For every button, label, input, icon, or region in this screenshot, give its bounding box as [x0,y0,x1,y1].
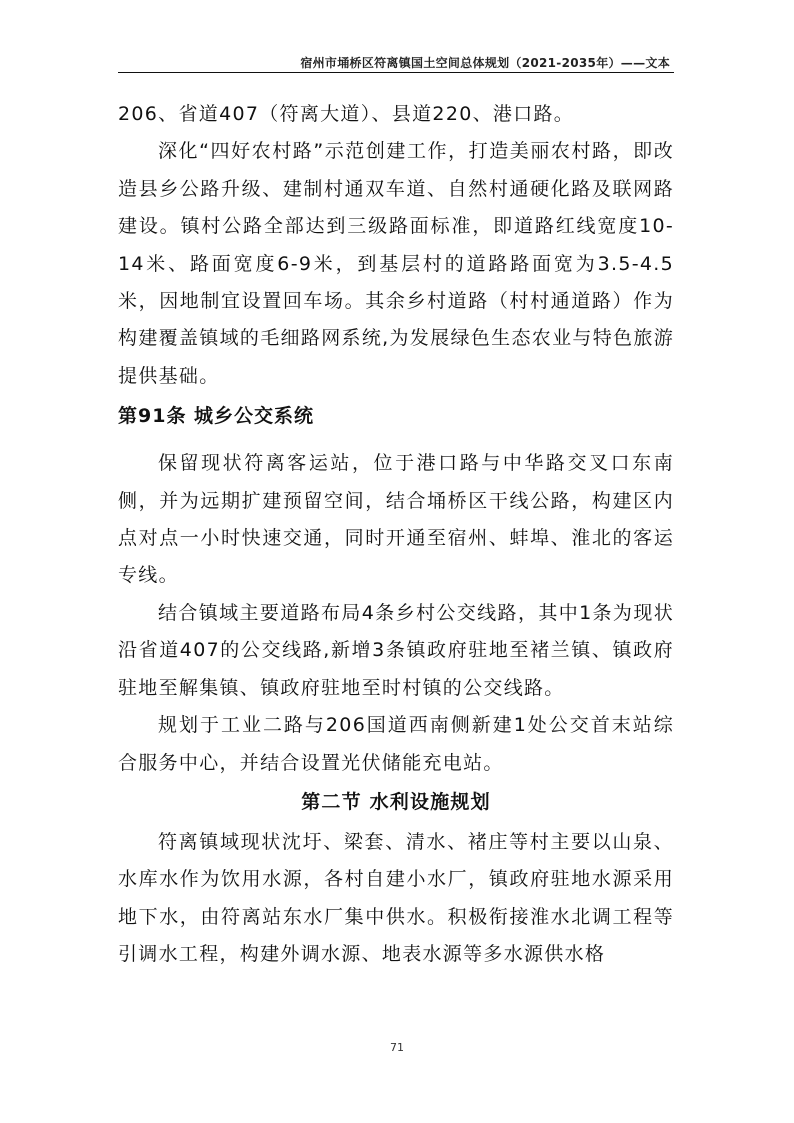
section-title: 第二节 水利设施规划 [301,790,491,813]
paragraph-bus-routes: 结合镇域主要道路布局4条乡村公交线路，其中1条为现状沿省道407的公交线路,新增3条镇政府驻地至褚兰镇、镇政府驻地至解集镇、镇政府驻地至时村镇的公交线路。 [118,601,674,699]
page-header-title: 宿州市埇桥区符离镇国土空间总体规划（2021-2035年）——文本 [300,56,670,70]
paragraph-bus-station: 保留现状符离客运站，位于港口路与中华路交叉口东南侧，并为远期扩建预留空间，结合埇桥区干线公路，构建区内点对点一小时快速交通，同时开通至宿州、蚌埠、淮北的客运专线。 [118,452,674,587]
document-body [118,96,674,974]
article-title: 第91条 城乡公交系统 [118,405,315,428]
paragraph-rural-roads: 深化“四好农村路”示范创建工作，打造美丽农村路，即改造县乡公路升级、建制村通双车道、自然村通硬化路及联网路建设。镇村公路全部达到三级路面标准，即道路红线宽度10-14米、路面宽度6-9米，到基层村的道路路面宽为3.5-4.5米，因地制宜设置回车场。其余乡村道路（村村通道路）作为构建覆盖镇域的毛细路网系统,为发展绿色生态农业与特色旅游提供基础。 [118,140,674,387]
paragraph-bus-terminal: 规划于工业二路与206国道西南侧新建1处公交首末站综合服务中心，并结合设置光伏储能充电站。 [118,714,674,774]
paragraph-water-supply: 符离镇域现状沈圩、梁套、清水、褚庄等村主要以山泉、水库水作为饮用水源，各村自建小水厂，镇政府驻地水源采用地下水，由符离站东水厂集中供水。积极衔接淮水北调工程等引调水工程，构建外调水源、地表水源等多水源供水格 [118,830,674,966]
page-number: 71 [390,1041,404,1054]
paragraph-continuation: 206、省道407（符离大道）、县道220、港口路。 [118,103,575,125]
header-divider [118,72,674,73]
